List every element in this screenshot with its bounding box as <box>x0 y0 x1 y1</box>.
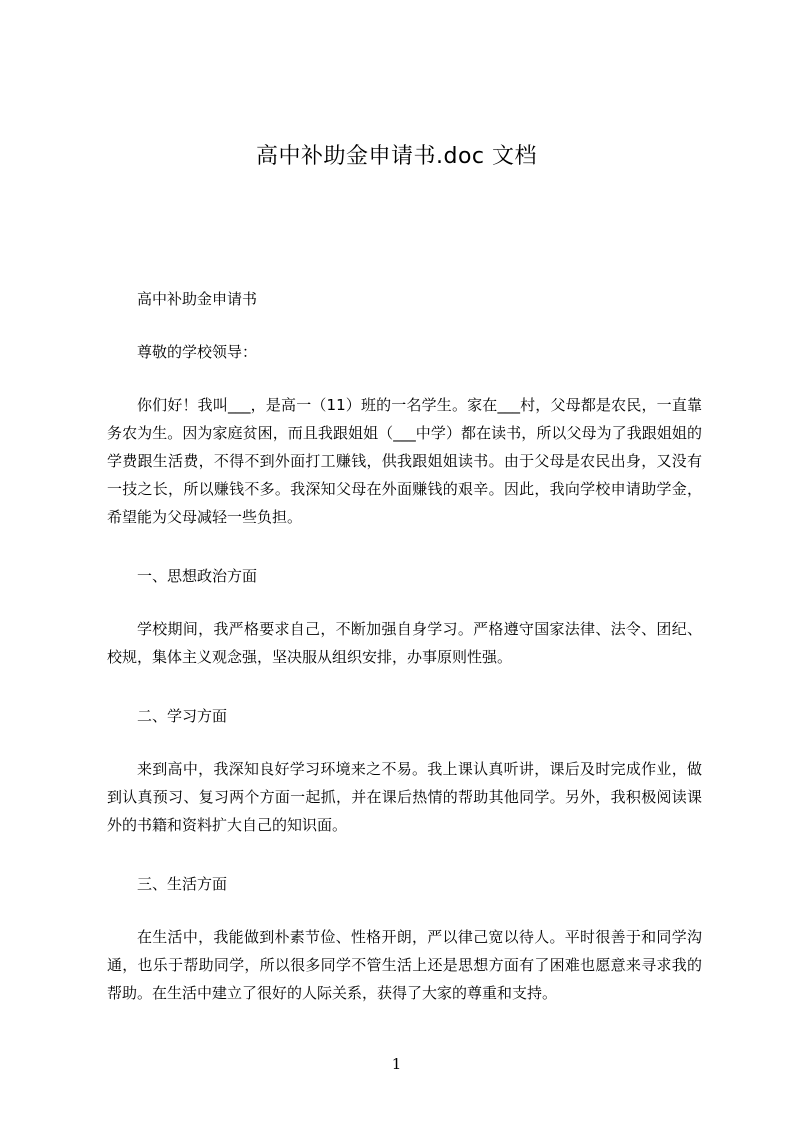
spacer <box>107 897 702 923</box>
salutation: 尊敬的学校领导： <box>137 343 258 361</box>
spacer <box>107 589 702 615</box>
spacer <box>107 839 702 871</box>
document-body <box>107 286 702 1007</box>
section-heading-study: 二、学习方面 <box>137 707 228 725</box>
letter-title: 高中补助金申请书 <box>137 290 258 308</box>
spacer <box>107 671 702 703</box>
spacer <box>107 729 702 755</box>
section-body-politics: 学校期间，我严格要求自己，不断加强自身学习。严格遵守国家法律、法令、团纪、校规，集体主义观念强，坚决服从组织安排，办事原则性强。 <box>107 620 702 666</box>
section-heading-life: 三、生活方面 <box>137 875 228 893</box>
page-number: 1 <box>391 1055 402 1073</box>
document-title: 高中补助金申请书.doc 文档 <box>255 144 537 169</box>
spacer <box>107 531 702 563</box>
spacer <box>107 365 702 391</box>
intro-paragraph: 你们好！我叫___，是高一（11）班的一名学生。家在___村，父母都是农民，一直靠务农为生。因为家庭贫困，而且我跟姐姐（___中学）都在读书，所以父母为了我跟姐姐的学费跟生活费，不得不到外面打工赚钱，供我跟姐姐读书。由于父母是农民出身，又没有一技之长，所以赚钱不多。我深知父母在外面赚钱的艰辛。因此，我向学校申请助学金，希望能为父母减轻一些负担。 <box>107 396 702 526</box>
section-heading-politics: 一、思想政治方面 <box>137 567 258 585</box>
section-body-life: 在生活中，我能做到朴素节俭、性格开朗，严以律己宽以待人。平时很善于和同学沟通，也乐于帮助同学，所以很多同学不管生活上还是思想方面有了困难也愿意来寻求我的帮助。在生活中建立了很好的人际关系，获得了大家的尊重和支持。 <box>107 928 702 1002</box>
spacer <box>107 312 702 339</box>
section-body-study: 来到高中，我深知良好学习环境来之不易。我上课认真听讲，课后及时完成作业，做到认真预习、复习两个方面一起抓，并在课后热情的帮助其他同学。另外，我积极阅读课外的书籍和资料扩大自己的知识面。 <box>107 760 702 834</box>
